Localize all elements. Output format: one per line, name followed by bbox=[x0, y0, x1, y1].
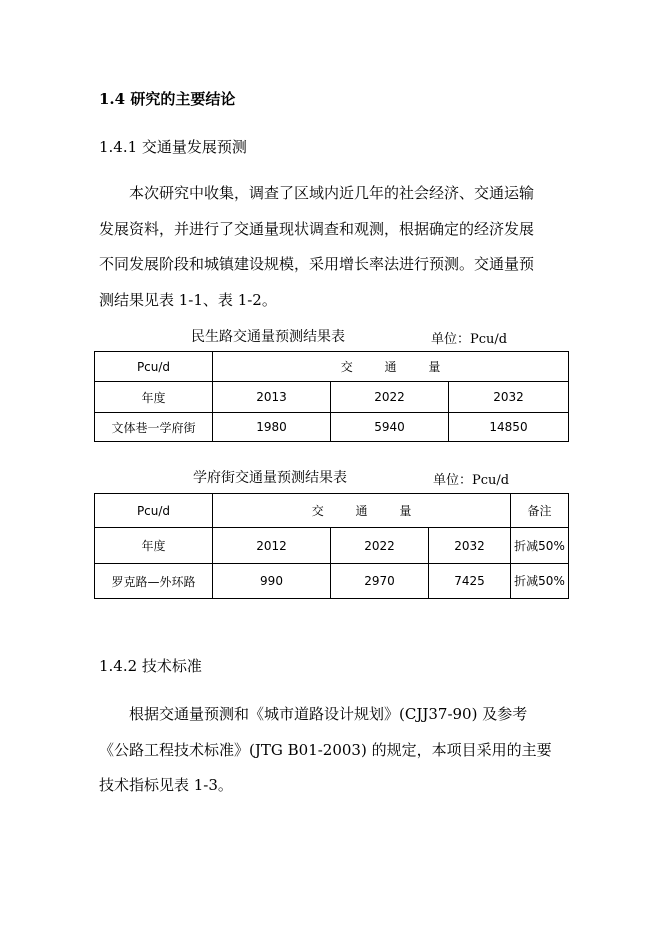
table-cell: 2013 bbox=[213, 382, 331, 413]
table-cell: 1980 bbox=[213, 413, 331, 442]
section-title-1-4-2: 1.4.2 技术标准 bbox=[99, 657, 202, 675]
table1-traffic-forecast bbox=[94, 351, 569, 442]
table-cell: 年度 bbox=[95, 528, 213, 564]
table-cell: 2032 bbox=[449, 382, 569, 413]
paragraph-line: 不同发展阶段和城镇建设规模，采用增长率法进行预测。交通量预 bbox=[99, 255, 535, 273]
section-title-1-4: 1.4 研究的主要结论 bbox=[99, 90, 236, 108]
table-header-span: 交 通 量 bbox=[213, 352, 569, 382]
table-row bbox=[95, 413, 569, 442]
table-cell: 年度 bbox=[95, 382, 213, 413]
table-row bbox=[95, 494, 569, 528]
paragraph-line: 根据交通量预测和《城市道路设计规划》(CJJ37-90) 及参考 bbox=[129, 705, 528, 723]
table-note-cell: 折减50% bbox=[511, 564, 569, 599]
table-cell: 2032 bbox=[429, 528, 511, 564]
paragraph-line: 本次研究中收集，调查了区域内近几年的社会经济、交通运输 bbox=[129, 184, 535, 202]
table-cell: 990 bbox=[213, 564, 331, 599]
table-row bbox=[95, 528, 569, 564]
table1-caption: 民生路交通量预测结果表 bbox=[191, 329, 345, 345]
table-cell: 罗克路—外环路 bbox=[95, 564, 213, 599]
paragraph-traffic-forecast bbox=[99, 176, 569, 318]
table-row bbox=[95, 564, 569, 599]
paragraph-line: 技术指标见表 1-3。 bbox=[99, 776, 233, 794]
table2-unit: 单位：Pcu/d bbox=[433, 473, 510, 488]
table-cell: 2022 bbox=[331, 382, 449, 413]
table-note-cell: 折减50% bbox=[511, 528, 569, 564]
table2-traffic-forecast bbox=[94, 493, 569, 599]
table-header-note: 备注 bbox=[511, 494, 569, 528]
table-row bbox=[95, 382, 569, 413]
paragraph-technical-standards bbox=[99, 697, 569, 804]
table1-unit: 单位：Pcu/d bbox=[431, 332, 508, 347]
table2-caption: 学府街交通量预测结果表 bbox=[193, 470, 347, 486]
table-cell: 5940 bbox=[331, 413, 449, 442]
table-cell: 14850 bbox=[449, 413, 569, 442]
section-title-1-4-1: 1.4.1 交通量发展预测 bbox=[99, 138, 247, 156]
table-header-cell: Pcu/d bbox=[95, 494, 213, 528]
table-row bbox=[95, 352, 569, 382]
table-header-span: 交 通 量 bbox=[213, 494, 511, 528]
paragraph-line: 《公路工程技术标准》(JTG B01-2003) 的规定，本项目采用的主要 bbox=[99, 740, 552, 759]
table-cell: 文体巷一学府街 bbox=[95, 413, 213, 442]
table-header-cell: Pcu/d bbox=[95, 352, 213, 382]
paragraph-line: 测结果见表 1-1、表 1-2。 bbox=[99, 290, 277, 309]
table-cell: 2970 bbox=[331, 564, 429, 599]
table-cell: 7425 bbox=[429, 564, 511, 599]
table-cell: 2012 bbox=[213, 528, 331, 564]
paragraph-line: 发展资料，并进行了交通量现状调查和观测，根据确定的经济发展 bbox=[99, 219, 535, 238]
table-cell: 2022 bbox=[331, 528, 429, 564]
